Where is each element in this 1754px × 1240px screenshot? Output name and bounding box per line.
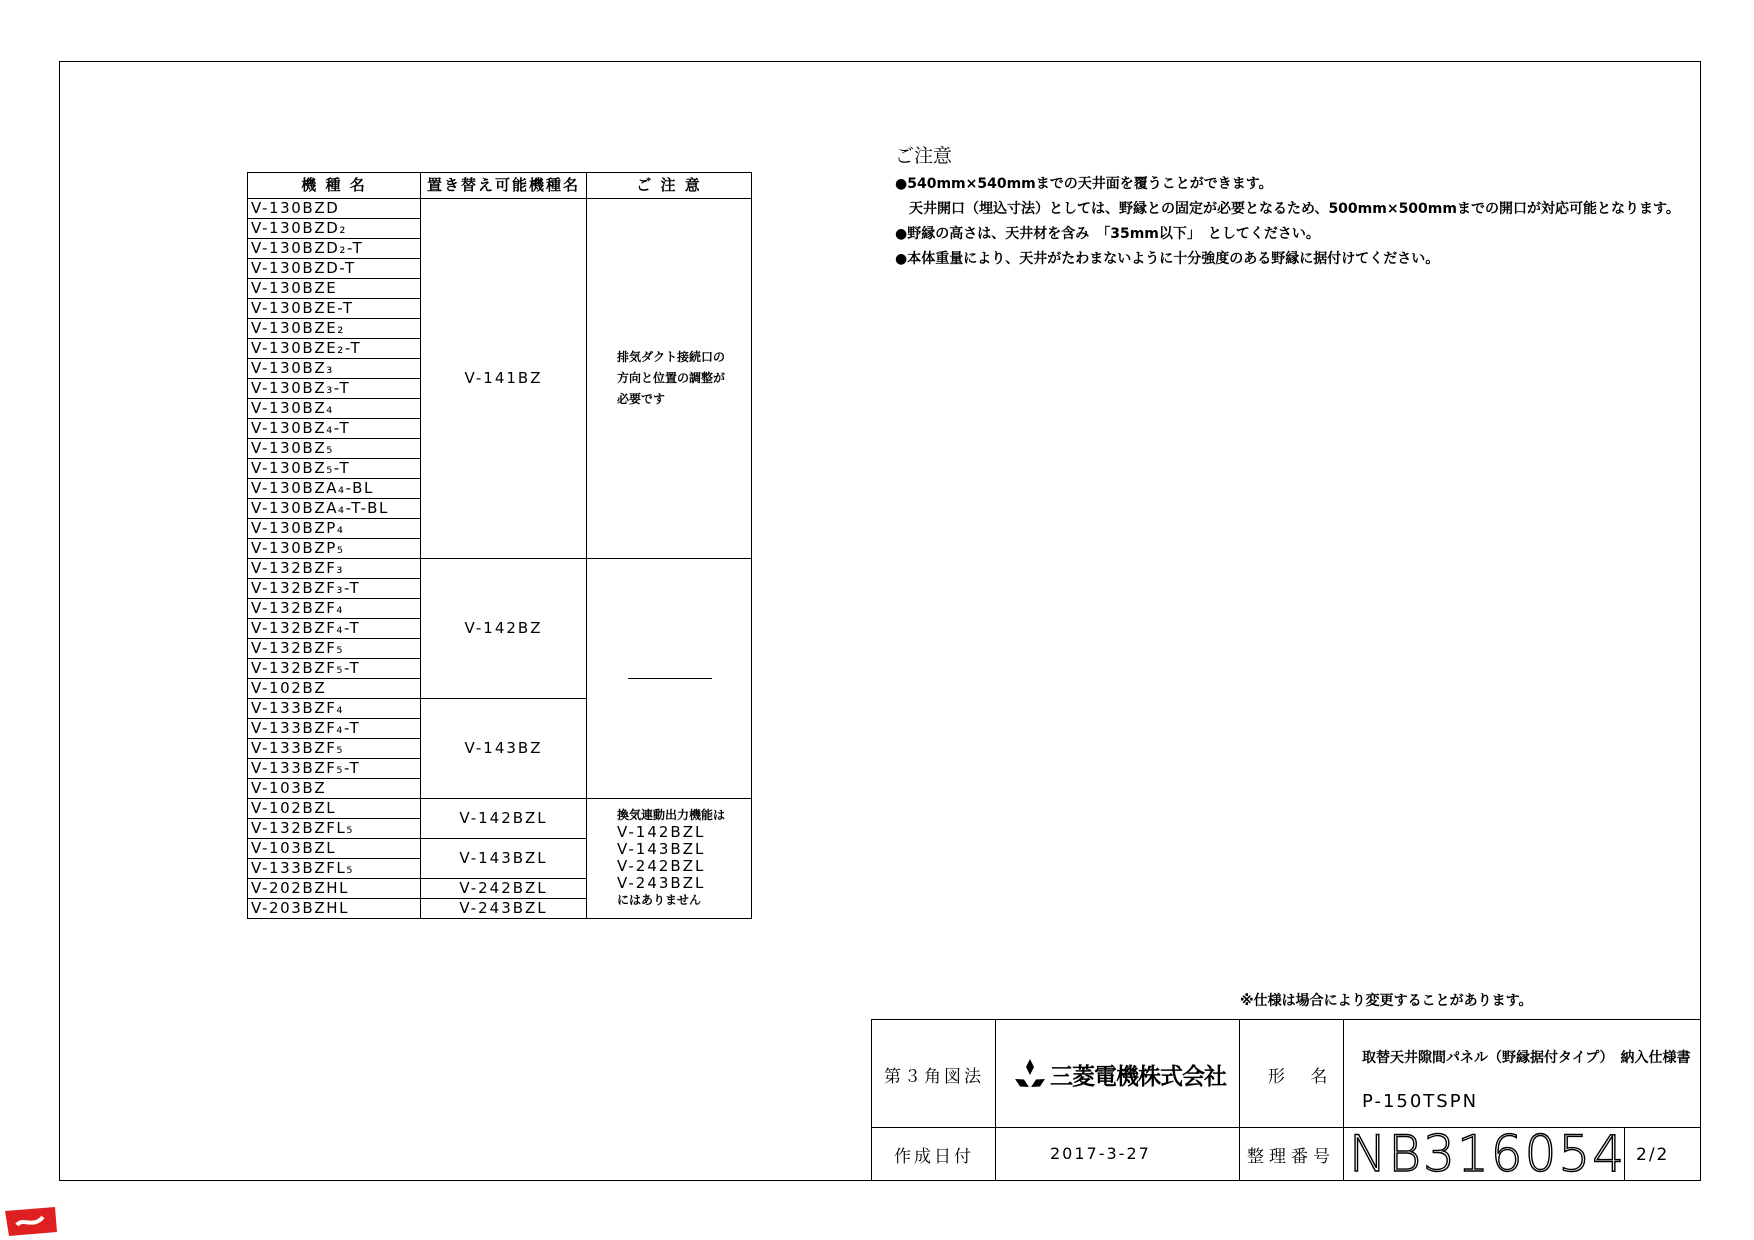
product-code: P-150TSPN [1362,1091,1479,1112]
note-line: 方向と位置の調整が [617,371,726,385]
caution-line: ●540mm×540mmまでの天井面を覆うことができます。 [895,176,1273,192]
three-diamonds-icon [1012,1059,1048,1091]
model-cell: V-130BZE [248,279,421,299]
replacement-cell: V-142BZL [421,799,587,839]
note-line: 換気連動出力機能は [617,808,726,822]
model-cell: V-133BZF₄ [248,699,421,719]
model-cell: V-202BZHL [248,879,421,899]
model-cell: V-133BZF₅ [248,739,421,759]
replacement-cell: V-143BZ [421,699,587,799]
replacement-cell: V-142BZ [421,559,587,699]
table-row [248,199,752,219]
company-logo [1012,1058,1226,1091]
document-number: NB316054 [1349,1125,1627,1183]
product-title: 取替天井隙間パネル（野縁据付タイプ） 納入仕様書 [1362,1050,1691,1066]
model-cell: V-132BZF₅ [248,639,421,659]
model-cell: V-132BZF₃-T [248,579,421,599]
model-cell: V-132BZFL₅ [248,819,421,839]
model-label: 形 名 [1268,1067,1338,1087]
model-cell: V-130BZD [248,199,421,219]
model-cell: V-130BZD₂-T [248,239,421,259]
note-model: V-142BZL [617,823,706,841]
model-cell: V-132BZF₃ [248,559,421,579]
model-cell: V-133BZFL₅ [248,859,421,879]
caution-line: ●野縁の高さは、天井材を含み 「35mm以下」 としてください。 [895,226,1320,242]
model-cell: V-130BZE₂-T [248,339,421,359]
note-line: 必要です [617,392,666,406]
model-cell: V-130BZ₃ [248,359,421,379]
note-line: にはありません [617,893,702,907]
date-value: 2017-3-27 [1050,1144,1151,1163]
caution-line: ●本体重量により、天井がたわまないように十分強度のある野縁に据付けてください。 [895,251,1440,267]
note-cell [587,199,752,559]
model-cell: V-132BZF₄-T [248,619,421,639]
model-cell: V-130BZ₅-T [248,459,421,479]
note-line: 排気ダクト接続口の [617,350,726,364]
model-cell: V-103BZ [248,779,421,799]
model-cell: V-130BZA₄-T-BL [248,499,421,519]
note-model: V-242BZL [617,857,706,875]
model-cell: V-103BZL [248,839,421,859]
dash-line [628,678,712,679]
header-model: 機 種 名 [248,173,421,199]
model-cell: V-203BZHL [248,899,421,919]
note-cell [587,799,752,919]
model-cell: V-132BZF₄ [248,599,421,619]
date-label: 作成日付 [894,1147,974,1167]
number-label: 整理番号 [1247,1147,1335,1167]
replacement-cell: V-143BZL [421,839,587,879]
sheet-number: 2/2 [1636,1145,1670,1165]
table-header-row [248,173,752,199]
model-cell: V-130BZ₅ [248,439,421,459]
replacement-cell: V-242BZL [421,879,587,899]
caution-line: 天井開口（埋込寸法）としては、野縁との固定が必要となるため、500mm×500mmまでの開口が対応可能となります。 [909,201,1680,217]
model-cell: V-133BZF₄-T [248,719,421,739]
note-cell-empty [587,559,752,799]
model-cell: V-130BZ₄-T [248,419,421,439]
table-body [248,199,752,919]
model-cell: V-133BZF₅-T [248,759,421,779]
model-cell: V-130BZP₄ [248,519,421,539]
model-cell: V-130BZD₂ [248,219,421,239]
projection-method: 第３角図法 [884,1067,984,1087]
model-cell: V-132BZF₅-T [248,659,421,679]
model-cell: V-130BZP₅ [248,539,421,559]
model-cell: V-130BZ₃-T [248,379,421,399]
header-note: ご 注 意 [587,173,752,199]
model-cell: V-130BZD-T [248,259,421,279]
replacement-cell: V-243BZL [421,899,587,919]
model-cell: V-102BZL [248,799,421,819]
model-cell: V-130BZ₄ [248,399,421,419]
replacement-cell: V-141BZ [421,199,587,559]
note-model: V-143BZL [617,840,706,858]
table-row [248,559,752,579]
header-replacement: 置き替え可能機種名 [421,173,587,199]
spec-change-note: ※仕様は場合により変更することがあります。 [1240,993,1533,1009]
model-cell: V-130BZA₄-BL [248,479,421,499]
model-cell: V-130BZE₂ [248,319,421,339]
company-name: 三菱電機株式会社 [1050,1064,1226,1090]
table-row [248,799,752,819]
title-block [871,1019,1701,1181]
note-model: V-243BZL [617,874,706,892]
corner-logo-icon [3,1205,59,1238]
model-cell: V-130BZE-T [248,299,421,319]
model-cell: V-102BZ [248,679,421,699]
compatibility-table [247,172,752,919]
caution-title: ご注意 [895,145,953,167]
caution-block [895,141,1695,272]
